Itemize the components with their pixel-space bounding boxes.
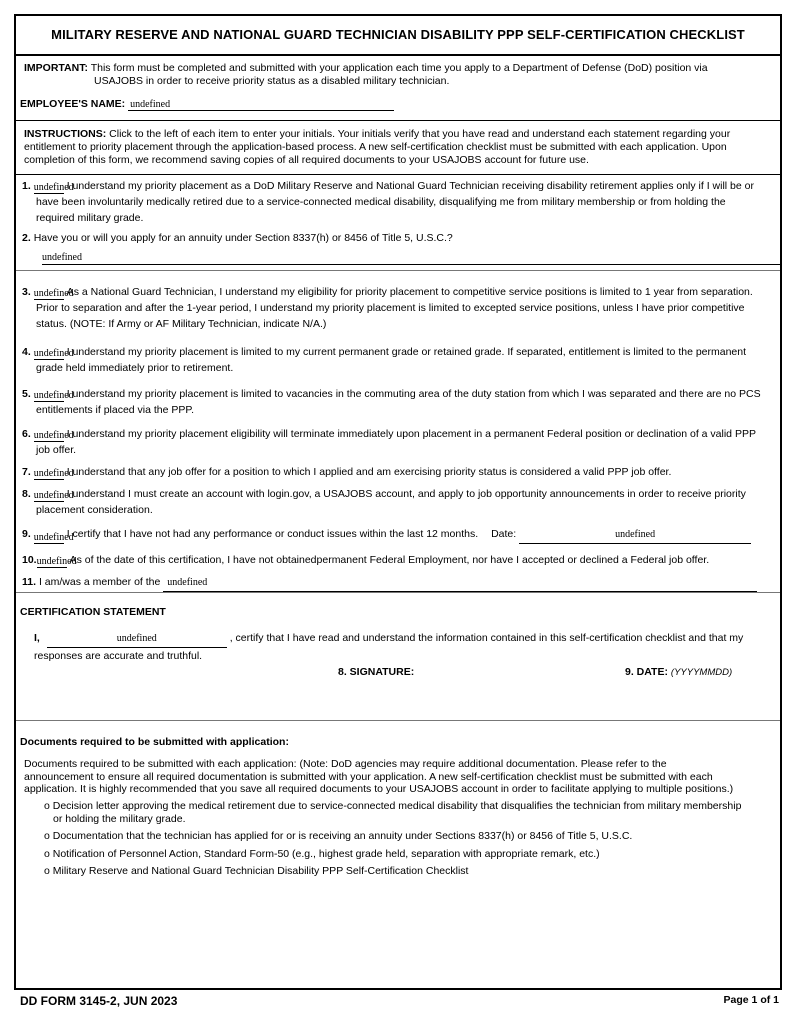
important-label: IMPORTANT:: [24, 62, 88, 74]
document-bullet-1: [44, 800, 764, 825]
initials-field-9[interactable]: undefined: [33, 532, 74, 543]
instructions-line3: completion of this form, we recommend saving copies of all required documents to your USAJOBS account for future use.: [24, 154, 589, 166]
instructions-label: INSTRUCTIONS:: [24, 128, 107, 140]
item-text: have been involuntarily medically retired due to a service-connected medical disability, disqualifying me from military membership or from holding the: [36, 196, 726, 208]
item-text: grade held immediately prior to retirement.: [36, 362, 234, 374]
initials-field-1[interactable]: undefined: [33, 182, 74, 193]
divider: [16, 270, 780, 271]
important-notice: [24, 62, 774, 88]
cert-text: responses are accurate and truthful.: [34, 650, 203, 662]
divider: [16, 720, 780, 721]
item-number: 6.: [22, 428, 31, 440]
instructions-line1: Click to the left of each item to enter your initials. Your initials verify that you have read and understand each statement regarding your: [109, 128, 731, 140]
checklist-item-10: [22, 552, 772, 568]
cert-i-label: I,: [34, 632, 40, 644]
item-text: I am/was a member of the: [38, 576, 161, 588]
item-text: As of the date of this certification, I have not obtainedpermanent Federal Employment, nor have I accepted or declined a Federal job offer.: [69, 554, 710, 566]
important-line2: USAJOBS in order to receive priority status as a disabled military technician.: [94, 75, 450, 87]
item-number: 11.: [22, 576, 37, 588]
cert-text: , certify that I have read and understand the information contained in this self-certification checklist and that my: [229, 632, 744, 644]
document-bullet-3: o Notification of Personnel Action, Standard Form-50 (e.g., highest grade held, separation with appropriate remark, etc.): [44, 848, 600, 860]
item-number: 7.: [22, 466, 31, 478]
cert-date-format: (YYYYMMDD): [670, 667, 733, 678]
item-number: 3.: [22, 286, 31, 298]
performance-date-field[interactable]: undefined: [519, 527, 751, 544]
certification-heading: CERTIFICATION STATEMENT: [20, 606, 166, 618]
documents-intro-line: application. It is highly recommended that you save all required documents to your USAJOBS account in order to facilitate applying to multiple positions.): [24, 783, 734, 795]
item-text: I certify that I have not had any performance or conduct issues within the last 12 months.: [66, 528, 479, 540]
initials-field-4[interactable]: undefined: [33, 348, 74, 359]
checklist-item-4: [22, 344, 772, 376]
item-number: 10.: [22, 554, 37, 566]
date-label: Date:: [491, 528, 517, 540]
checklist-item-1: [22, 178, 772, 226]
documents-intro: [24, 758, 776, 796]
item-text: job offer.: [36, 444, 77, 456]
form-title: MILITARY RESERVE AND NATIONAL GUARD TECHNICIAN DISABILITY PPP SELF-CERTIFICATION CHECKLIST: [16, 16, 780, 56]
certification-statement: [34, 630, 779, 664]
item-text: I understand I must create an account with login.gov, a USAJOBS account, and apply to job opportunity announcements in order to receive priority: [66, 488, 746, 500]
cert-name-field[interactable]: undefined: [47, 631, 227, 648]
initials-field-6[interactable]: undefined: [33, 430, 74, 441]
item-number: 1.: [22, 180, 31, 192]
item-number: 4.: [22, 346, 31, 358]
page-number: Page 1 of 1: [723, 994, 779, 1006]
item-number: 8.: [22, 488, 31, 500]
bullet-text: or holding the military grade.: [53, 812, 186, 825]
item-number: 9.: [22, 528, 31, 540]
documents-intro-line: announcement to ensure all required documentation is submitted with your application. A new self-certification checklist must be submitted with each: [24, 770, 713, 783]
documents-heading: Documents required to be submitted with application:: [20, 736, 289, 748]
signature-label: 8. SIGNATURE:: [338, 666, 415, 678]
annuity-answer-field[interactable]: undefined: [42, 252, 780, 265]
member-of-field[interactable]: undefined: [163, 575, 757, 592]
divider: [16, 120, 780, 121]
item-text: Have you or will you apply for an annuity under Section 8337(h) or 8456 of Title 5, U.S.C.?: [33, 232, 453, 244]
instructions: [24, 128, 774, 167]
form-id: DD FORM 3145-2, JUN 2023: [20, 994, 178, 1008]
document-bullet-4: o Military Reserve and National Guard Technician Disability PPP Self-Certification Checklist: [44, 865, 469, 877]
divider: [16, 592, 780, 593]
item-text: I understand my priority placement eligibility will terminate immediately upon placement in a permanent Federal position or declination of a valid PPP: [66, 428, 756, 440]
item-text: I understand my priority placement is limited to vacancies in the commuting area of the duty station from which I was separated and there are no PCS: [66, 388, 761, 400]
checklist-item-5: [22, 386, 772, 418]
divider: [16, 174, 780, 175]
item-text: Prior to separation and after the 1-year period, I understand my priority placement is limited to excepted service positions, unless I have prior competitive: [36, 302, 745, 314]
checklist-item-3: [22, 284, 772, 332]
checklist-item-8: [22, 486, 772, 518]
initials-field-8[interactable]: undefined: [33, 490, 74, 501]
item-text: I understand my priority placement as a DoD Military Reserve and National Guard Technician receiving disability retirement applies only if I will be or: [66, 180, 754, 192]
cert-date-label: 9. DATE:: [625, 666, 668, 678]
checklist-item-7: [22, 464, 772, 480]
cert-date: [625, 666, 732, 678]
initials-field-5[interactable]: undefined: [33, 390, 74, 401]
item-number: 5.: [22, 388, 31, 400]
checklist-item-6: [22, 426, 772, 458]
document-bullet-2: o Documentation that the technician has applied for or is receiving an annuity under Sections 8337(h) or 8456 of Title 5, U.S.C.: [44, 830, 633, 842]
employee-name-field[interactable]: undefined: [128, 99, 394, 111]
initials-field-3[interactable]: undefined: [33, 288, 74, 299]
initials-field-7[interactable]: undefined: [33, 468, 74, 479]
employee-name-label: EMPLOYEE'S NAME:: [20, 98, 126, 110]
initials-field-10[interactable]: undefined: [36, 556, 77, 567]
checklist-item-2: [22, 230, 772, 246]
bullet-text: o Decision letter approving the medical retirement due to service-connected medical disability that disqualifies the technician from military membership: [44, 800, 742, 812]
item-text: required military grade.: [36, 212, 144, 224]
documents-intro-line: Documents required to be submitted with each application: (Note: DoD agencies may require additional documentation. Please refer to the: [24, 758, 667, 770]
important-line1: This form must be completed and submitted with your application each time you apply to a Department of Defense (DoD) position via: [90, 62, 708, 74]
item-text: I understand my priority placement is limited to my current permanent grade or retained grade. If separated, entitlement is limited to the permanent: [66, 346, 747, 358]
item-text: entitlements if placed via the PPP.: [36, 404, 194, 416]
checklist-item-9: [22, 526, 772, 544]
checklist-item-11: [22, 574, 772, 592]
employee-name-row: [20, 98, 394, 111]
instructions-line2: entitlement to priority placement through the application-based process. A new self-certification checklist must be submitted with each application. Upon: [24, 141, 727, 153]
item-text: I understand that any job offer for a position to which I applied and am exercising priority status is considered a valid PPP job offer.: [66, 466, 672, 478]
item-number: 2.: [22, 232, 31, 244]
item-text: status. (NOTE: If Army or AF Military Technician, indicate N/A.): [36, 318, 327, 330]
item-text: As a National Guard Technician, I understand my eligibility for priority placement to competitive service positions is limited to 1 year from separation.: [66, 286, 753, 298]
form-frame: [14, 14, 782, 990]
item-text: placement consideration.: [36, 504, 153, 516]
